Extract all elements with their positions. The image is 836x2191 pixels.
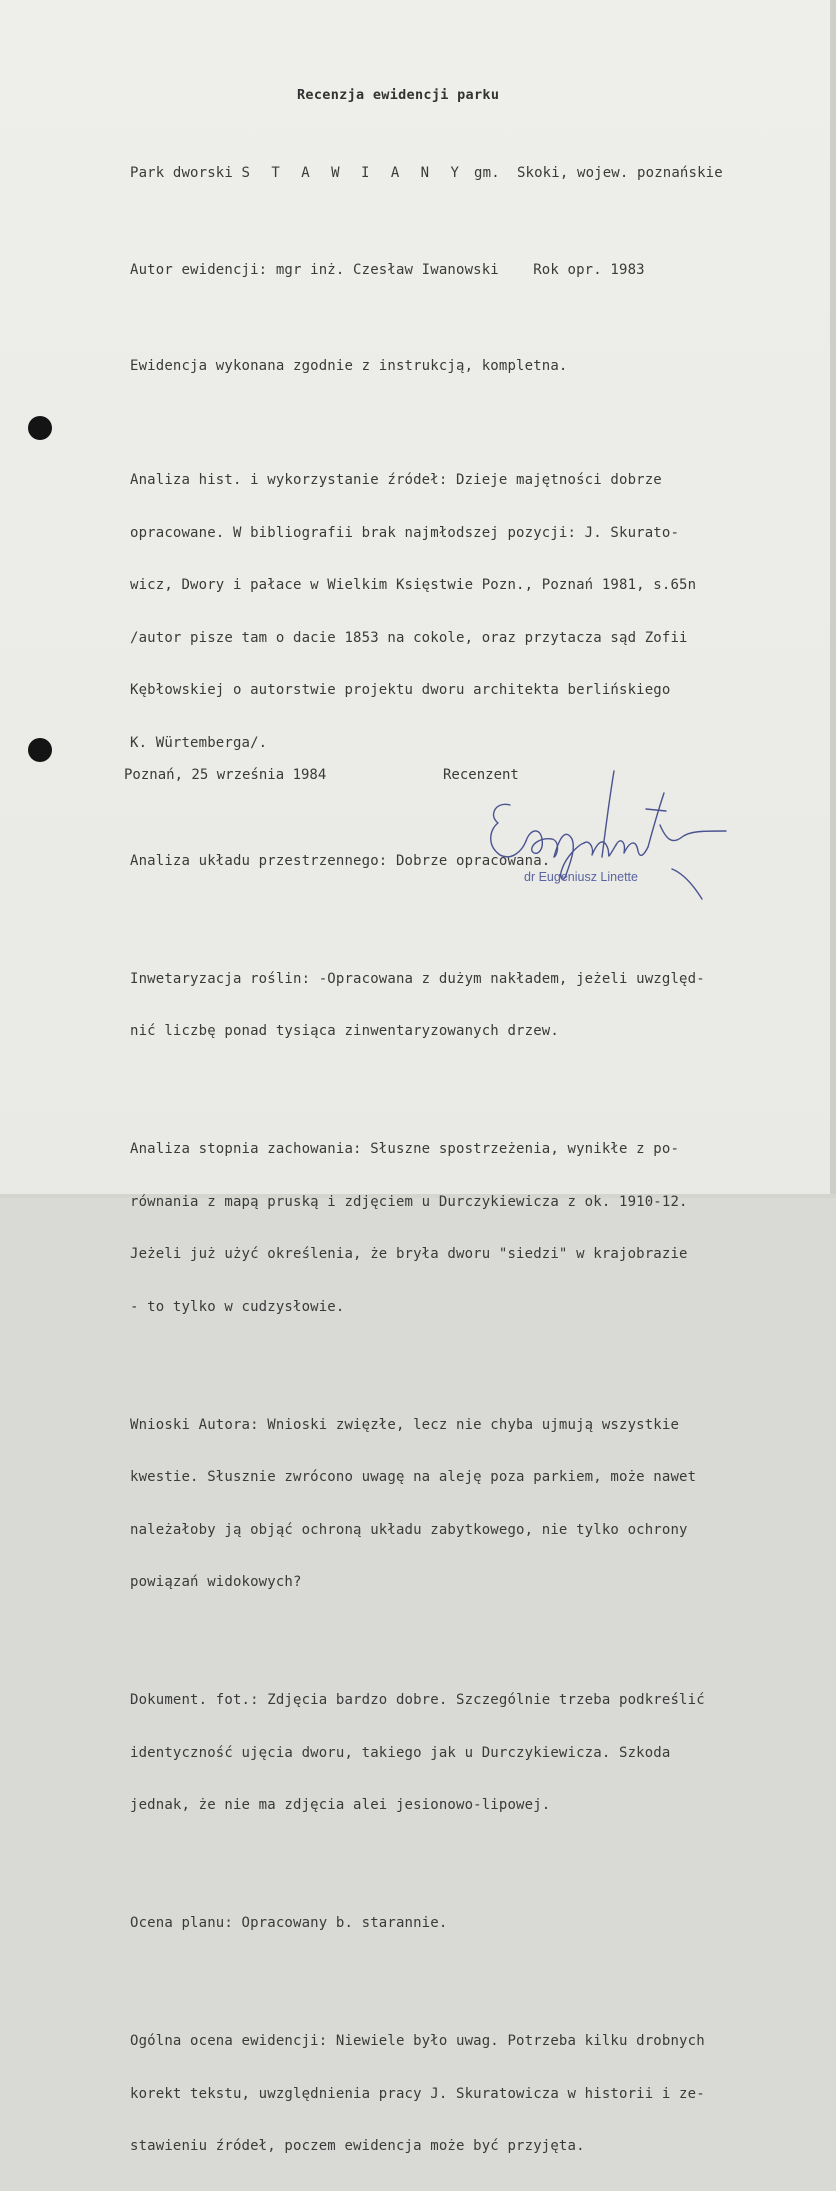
punch-hole-upper (28, 416, 52, 440)
section-line: Dokument. fot.: Zdjęcia bardzo dobre. Szczególnie trzeba podkreślić (130, 1692, 705, 1708)
section-line: wicz, Dwory i pałace w Wielkim Księstwie Pozn., Poznań 1981, s.65n (130, 577, 697, 593)
section-line: /autor pisze tam o dacie 1853 na cokole, oraz przytacza sąd Zofii (130, 629, 688, 646)
section-line: stawieniu źródeł, poczem ewidencja może być przyjęta. (130, 2138, 585, 2154)
section-line: Ogólna ocena ewidencji: Niewiele było uwag. Potrzeba kilku drobnych (130, 2033, 705, 2049)
park-name: S T A W I A N Y (241, 165, 466, 181)
section-line: równania z mapą pruską i zdjęciem u Durczykiewicza z ok. 1910-12. (130, 1193, 688, 1210)
section-line: K. Würtemberga/. (130, 734, 268, 751)
section-line: kwestie. Słusznie zwrócono uwagę na aleję poza parkiem, może nawet (130, 1469, 697, 1485)
reviewer-stamp: dr Eugeniusz Linette (524, 870, 638, 884)
park-prefix: Park dworski (130, 165, 242, 181)
park-line (130, 165, 830, 183)
section-line: należałoby ją objąć ochroną układu zabytkowego, nie tylko ochrony (130, 1521, 688, 1538)
section-line: powiązań widokowych? (130, 1574, 302, 1590)
section-line: Kębłowskiej o autorstwie projektu dworu architekta berlińskiego (130, 682, 671, 698)
reviewer-label: Recenzent (443, 767, 519, 783)
handwritten-signature (470, 765, 740, 905)
section-line: korekt tekstu, uwzględnienia pracy J. Skuratowicza w historii i ze- (130, 2085, 705, 2102)
section-line: Wnioski Autora: Wnioski zwięzłe, lecz nie chyba ujmują wszystkie (130, 1416, 680, 1433)
section-line: identyczność ujęcia dworu, takiego jak u Durczykiewicza. Szkoda (130, 1744, 671, 1761)
section-line: - to tylko w cudzysłowie. (130, 1298, 345, 1315)
page-edge-right (830, 0, 836, 1198)
park-location: gm. Skoki, wojew. poznańskie (465, 165, 723, 181)
place-date: Poznań, 25 września 1984 (124, 767, 327, 783)
document-title: Recenzja ewidencji parku (297, 87, 500, 103)
completeness-line: Ewidencja wykonana zgodnie z instrukcją, kompletna. (130, 358, 568, 374)
section-line: Analiza układu przestrzennego: Dobrze opracowana. (130, 852, 551, 869)
section-line: Analiza stopnia zachowania: Słuszne spostrzeżenia, wynikłe z po- (130, 1141, 680, 1157)
section-line: Inwetaryzacja roślin: -Opracowana z dużym nakładem, jeżeli uwzględ- (130, 970, 705, 987)
author-line: Autor ewidencji: mgr inż. Czesław Iwanowski Rok opr. 1983 (130, 261, 645, 278)
punch-hole-lower (28, 738, 52, 762)
section-line: opracowane. W bibliografii brak najmłodszej pozycji: J. Skurato- (130, 524, 680, 541)
section-line: Analiza hist. i wykorzystanie źródeł: Dzieje majętności dobrze (130, 472, 662, 488)
section-line: jednak, że nie ma zdjęcia alei jesionowo-lipowej. (130, 1797, 551, 1813)
document-body (130, 130, 830, 2191)
section-line: Ocena planu: Opracowany b. starannie. (130, 1915, 448, 1931)
section-line: Jeżeli już użyć określenia, że bryła dworu "siedzi" w krajobrazie (130, 1246, 688, 1262)
section-line: nić liczbę ponad tysiąca zinwentaryzowanych drzew. (130, 1023, 559, 1039)
